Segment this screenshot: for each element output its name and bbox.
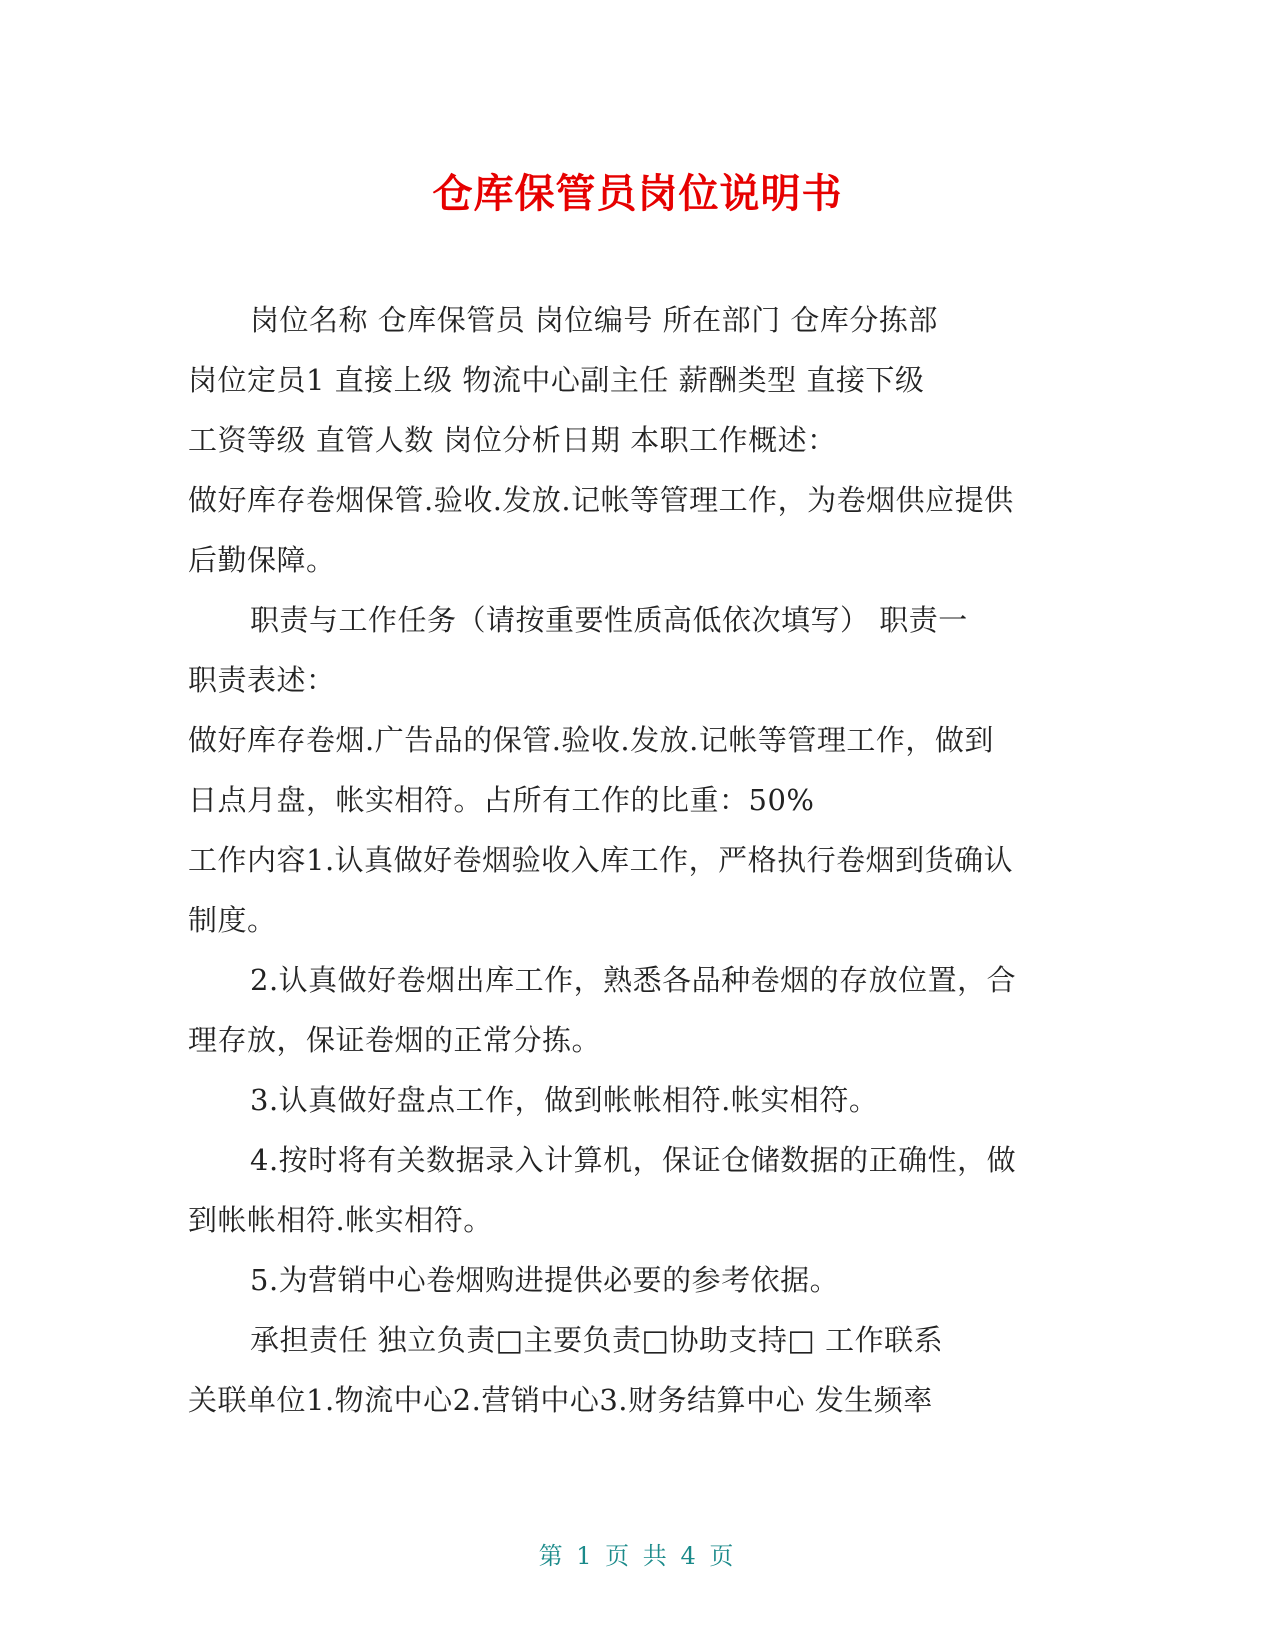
document-body bbox=[188, 290, 1088, 1430]
paragraph-line: 2.认真做好卷烟出库工作，熟悉各品种卷烟的存放位置，合 bbox=[250, 963, 1017, 997]
paragraph-line: 工资等级 直管人数 岗位分析日期 本职工作概述： bbox=[188, 423, 837, 457]
paragraph-line: 岗位名称 仓库保管员 岗位编号 所在部门 仓库分拣部 bbox=[250, 303, 938, 337]
paragraph-line: 制度。 bbox=[188, 903, 277, 937]
paragraph-line: 承担责任 独立负责□主要负责□协助支持□ 工作联系 bbox=[250, 1323, 944, 1357]
page-number-footer: 第 1 页 共 4 页 bbox=[538, 1542, 737, 1570]
paragraph-line: 关联单位1.物流中心2.营销中心3.财务结算中心 发生频率 bbox=[188, 1383, 933, 1417]
paragraph-line: 3.认真做好盘点工作，做到帐帐相符.帐实相符。 bbox=[250, 1083, 879, 1117]
paragraph-line: 岗位定员1 直接上级 物流中心副主任 薪酬类型 直接下级 bbox=[188, 363, 925, 397]
paragraph-line: 做好库存卷烟保管.验收.发放.记帐等管理工作，为卷烟供应提供 bbox=[188, 483, 1014, 517]
paragraph-line: 后勤保障。 bbox=[188, 543, 336, 577]
paragraph-line: 4.按时将有关数据录入计算机，保证仓储数据的正确性，做 bbox=[250, 1143, 1017, 1177]
document-title: 仓库保管员岗位说明书 bbox=[432, 171, 843, 217]
paragraph-line: 职责表述： bbox=[188, 663, 336, 697]
paragraph-line: 做好库存卷烟.广告品的保管.验收.发放.记帐等管理工作，做到 bbox=[188, 723, 994, 757]
paragraph-line: 理存放，保证卷烟的正常分拣。 bbox=[188, 1023, 602, 1057]
paragraph-line: 到帐帐相符.帐实相符。 bbox=[188, 1203, 493, 1237]
paragraph-line: 职责与工作任务（请按重要性质高低依次填写） 职责一 bbox=[250, 603, 968, 637]
paragraph-line: 日点月盘，帐实相符。占所有工作的比重：50% bbox=[188, 783, 815, 817]
paragraph-line: 工作内容1.认真做好卷烟验收入库工作，严格执行卷烟到货确认 bbox=[188, 843, 1014, 877]
paragraph-line: 5.为营销中心卷烟购进提供必要的参考依据。 bbox=[250, 1263, 840, 1297]
